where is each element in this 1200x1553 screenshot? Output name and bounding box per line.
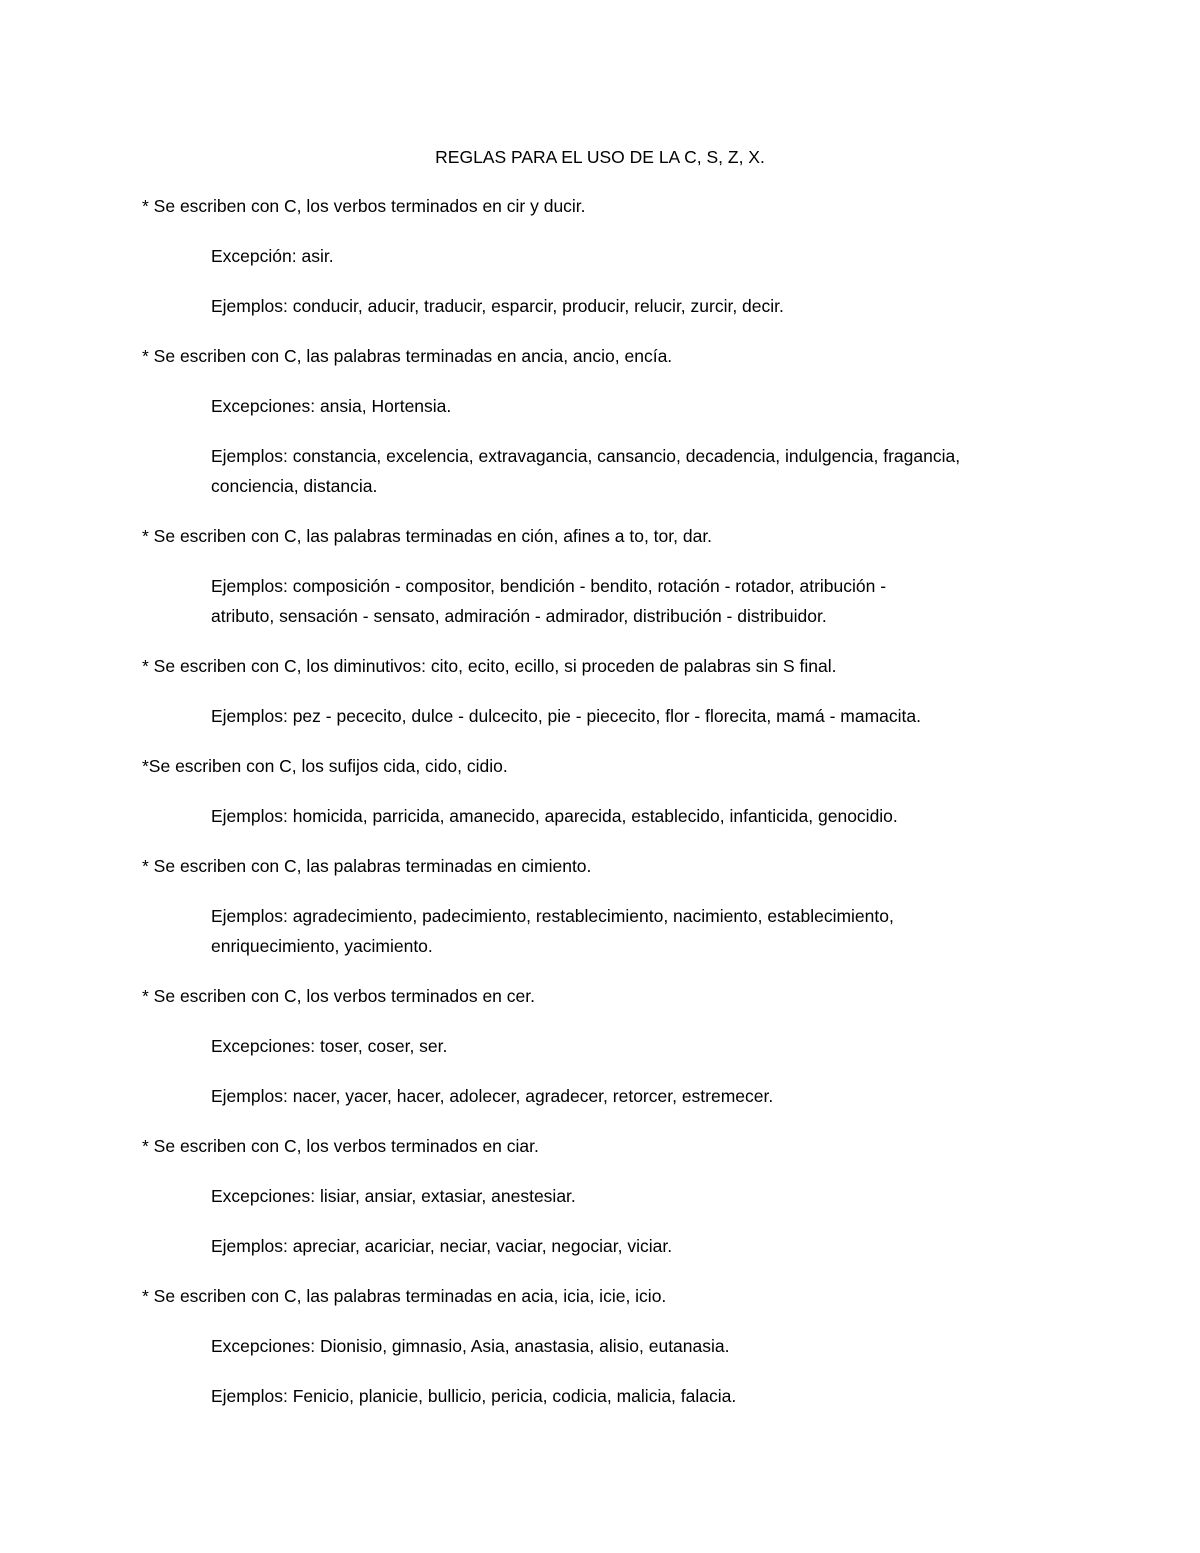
rule-4-examples: Ejemplos: pez - pececito, dulce - dulcecito, pie - piececito, flor - florecita, mamá - mamacita.	[211, 706, 921, 726]
rule-9-exceptions: Excepciones: Dionisio, gimnasio, Asia, anastasia, alisio, eutanasia.	[211, 1336, 730, 1356]
rule-2: * Se escriben con C, las palabras terminadas en ancia, ancio, encía.	[142, 346, 673, 366]
document-title: REGLAS PARA EL USO DE LA C, S, Z, X.	[435, 147, 765, 167]
rule-6: * Se escriben con C, las palabras terminadas en cimiento.	[142, 856, 592, 876]
rule-3: * Se escriben con C, las palabras terminadas en ción, afines a to, tor, dar.	[142, 526, 713, 546]
rule-5: *Se escriben con C, los sufijos cida, cido, cidio.	[142, 756, 508, 776]
rule-2-examples-cont: conciencia, distancia.	[211, 476, 378, 496]
rule-9-examples: Ejemplos: Fenicio, planicie, bullicio, pericia, codicia, malicia, falacia.	[211, 1386, 737, 1406]
rule-3-examples: Ejemplos: composición - compositor, bendición - bendito, rotación - rotador, atribución -	[211, 576, 887, 596]
rule-7-exceptions: Excepciones: toser, coser, ser.	[211, 1036, 448, 1056]
rule-1-exception: Excepción: asir.	[211, 246, 334, 266]
rule-7-examples: Ejemplos: nacer, yacer, hacer, adolecer, agradecer, retorcer, estremecer.	[211, 1086, 774, 1106]
rule-7: * Se escriben con C, los verbos terminados en cer.	[142, 986, 535, 1006]
rule-3-examples-cont: atributo, sensación - sensato, admiración - admirador, distribución - distribuidor.	[211, 606, 827, 626]
rule-5-examples: Ejemplos: homicida, parricida, amanecido, aparecida, establecido, infanticida, genocidio.	[211, 806, 898, 826]
rule-6-examples: Ejemplos: agradecimiento, padecimiento, restablecimiento, nacimiento, establecimiento,	[211, 906, 894, 926]
rule-4: * Se escriben con C, los diminutivos: cito, ecito, ecillo, si proceden de palabras sin S final.	[142, 656, 837, 676]
rule-9: * Se escriben con C, las palabras terminadas en acia, icia, icie, icio.	[142, 1286, 667, 1306]
rule-1: * Se escriben con C, los verbos terminados en cir y ducir.	[142, 196, 586, 216]
rule-2-examples: Ejemplos: constancia, excelencia, extravagancia, cansancio, decadencia, indulgencia, fragancia,	[211, 446, 961, 466]
rule-8-exceptions: Excepciones: lisiar, ansiar, extasiar, anestesiar.	[211, 1186, 576, 1206]
rule-1-examples: Ejemplos: conducir, aducir, traducir, esparcir, producir, relucir, zurcir, decir.	[211, 296, 784, 316]
rule-8: * Se escriben con C, los verbos terminados en ciar.	[142, 1136, 539, 1156]
rule-2-exceptions: Excepciones: ansia, Hortensia.	[211, 396, 452, 416]
rule-6-examples-cont: enriquecimiento, yacimiento.	[211, 936, 433, 956]
rule-8-examples: Ejemplos: apreciar, acariciar, neciar, vaciar, negociar, viciar.	[211, 1236, 673, 1256]
